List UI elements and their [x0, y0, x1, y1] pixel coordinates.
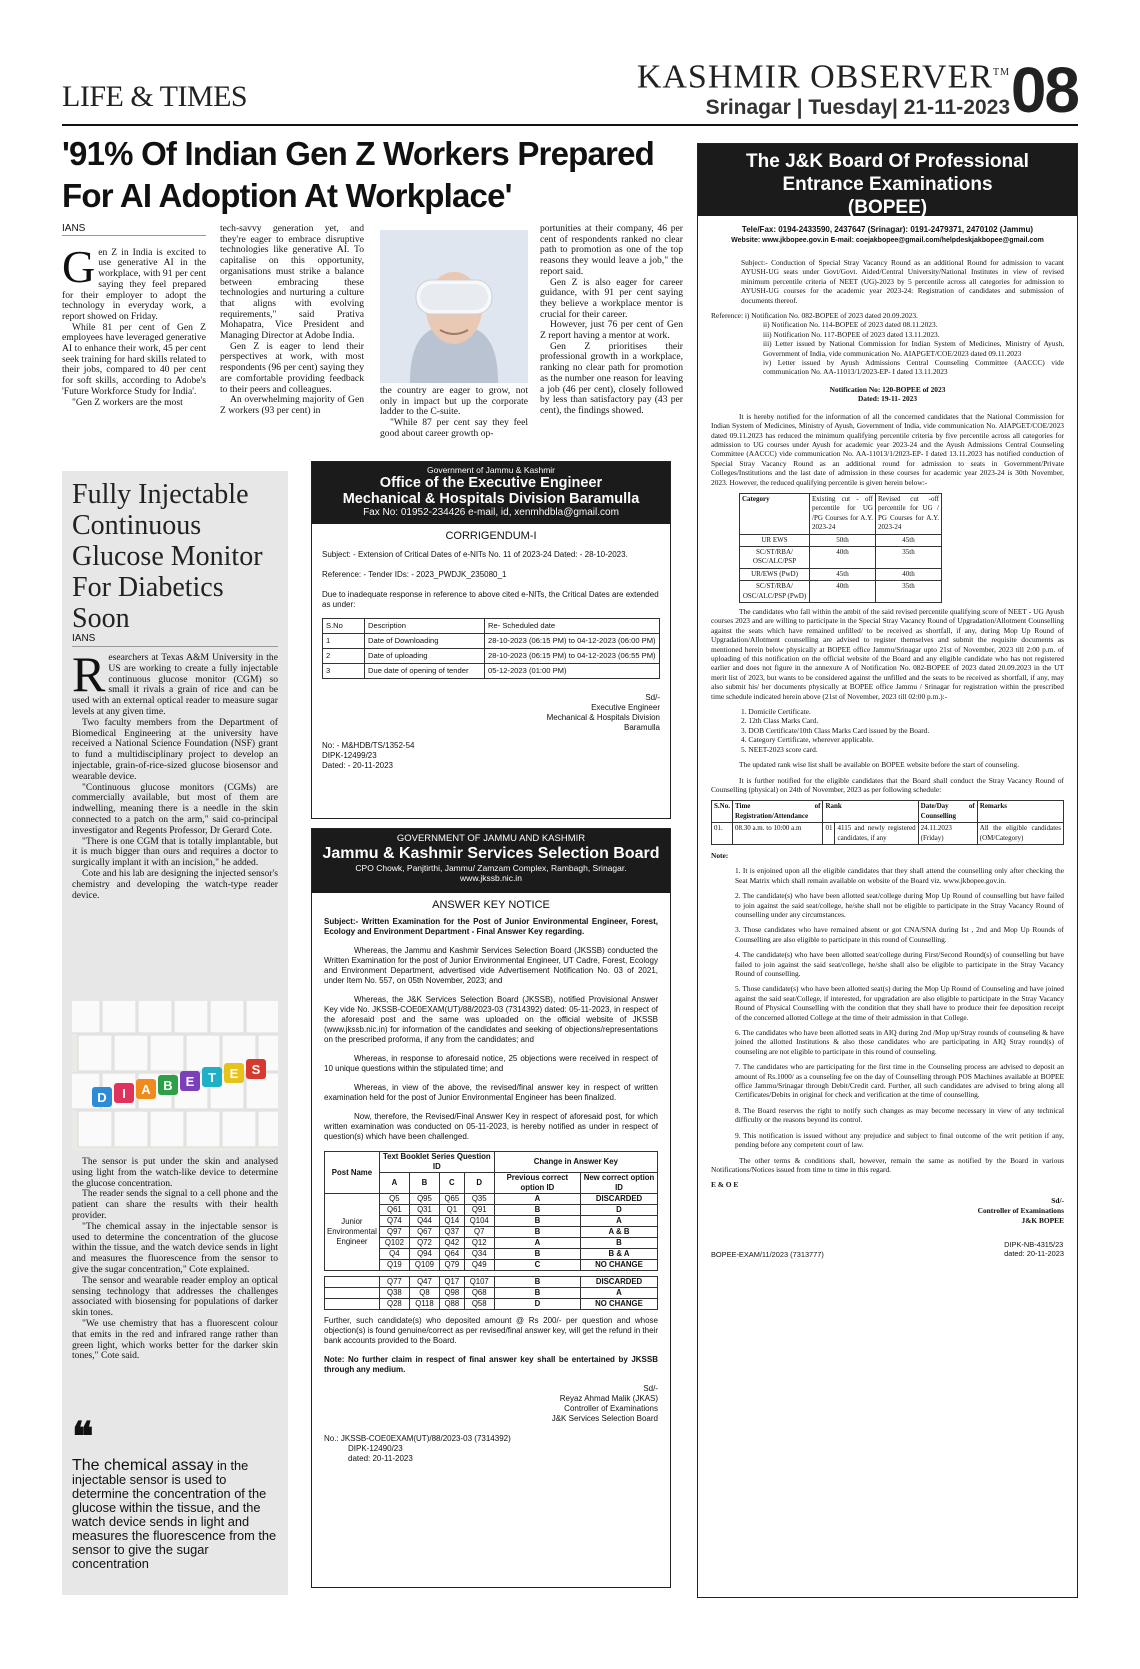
jkssb-further: Further, such candidate(s) who deposited amount @ Rs 200/- per question and whose objection(s) is found genuine/correct as per revised/final answer key, will get the refund in their bank accounts provided to the Board.: [324, 1316, 658, 1345]
answer-key-table: Post Name Text Booklet Series Question ID Change in Answer Key A B C D Previous correct option ID New correct option ID Junior Environmental Engineer Q5 Q95 Q65 Q35 A DISCARDED Q61 Q31 Q1 Q91 B D Q74 Q44 Q14 Q104 B A Q97 Q67 Q37 Q7 B A & B Q102 Q72 Q42 Q12 A B Q4 Q94 Q64 Q34 B B & A Q19 Q109 Q79 Q49 C NO CHANGE Q77 Q47 Q17 Q107 B DISCARDED Q38 Q8 Q98 Q68 B A Q28 Q118 Q88 Q58 D NO CHANGE: [324, 1151, 658, 1310]
table-row: [740, 546, 942, 568]
sidebar-p4: "There is one CGM that is totally implantable, but it is much bigger than ours and requires a doctor to surgically implant it with an incision," he added.: [72, 835, 278, 869]
table-cell: B: [494, 1205, 580, 1216]
table-cell: Q72: [409, 1238, 439, 1249]
pwd-title: CORRIGENDUM-I: [445, 530, 537, 542]
table-cell: SC/ST/RBA/ OSC/ALC/PSP: [740, 546, 810, 568]
list-item: 9. This notification is issued without any prejudice and subject to final outcome of the writ petition if any, pending before any competent court of law.: [735, 1130, 1064, 1150]
table-cell: B: [581, 1238, 658, 1249]
table-cell: B: [494, 1227, 580, 1238]
bopee-title-2: Entrance Examinations: [782, 174, 993, 195]
table-cell: Q77: [379, 1277, 409, 1288]
bopee-note-label: Note:: [711, 850, 729, 860]
bopee-header: [698, 144, 1077, 216]
sidebar-text-bottom: [72, 1157, 278, 1362]
pull-quote-lead: The chemical assay: [72, 1457, 214, 1474]
col2-p3: An overwhelming majority of Gen Z workers (93 per cent) in: [220, 394, 364, 416]
letter-bead: [114, 1083, 134, 1103]
jkssb-para: Now, therefore, the Revised/Final Answer Key in respect of aforesaid post, for which written examination was conducted on 05-11-2023, is hereby notified as under in respect of question(s) which have been challenged.: [324, 1112, 658, 1141]
col4-p1: portunities at their company, 46 per cent of respondents ranked no clear path to promotion as one of the top reasons they would leave a job," the report said.: [540, 223, 683, 277]
jkssb-answer-key-notice: [311, 828, 671, 1588]
table-cell: 40th: [876, 568, 942, 580]
schedule-table: S.No. Time of Registration/Attendance Rank Date/Day of Counselling Remarks 01. 08.30 a.m. to 10:00 a.m 01 4115 and newly registered candidates, if any 24.11.2023 (Friday) All the eligible candidates (OM/Category): [711, 800, 1064, 845]
pull-quote: [72, 1459, 278, 1571]
top-rule: [62, 124, 1078, 126]
letter-bead: [92, 1087, 112, 1107]
table-cell: 50th: [810, 534, 876, 546]
table-cell: Q64: [440, 1249, 465, 1260]
table-cell: Q67: [409, 1227, 439, 1238]
table-row: [740, 534, 942, 546]
table-cell: Q68: [464, 1288, 494, 1299]
pwd-corrigendum-notice: [311, 461, 671, 819]
table-cell: [325, 1277, 380, 1288]
list-item: 6. The candidates who have been allotted seats in AIQ during 2nd /Mop up/Stray rounds of counseling & have joined the allotted Institutions & also those candidates who are participating in AIQ Stray round(s) of counseling are not eligible to participate in this round of counseling.: [735, 1028, 1064, 1056]
pwd-subject: Subject: - Extension of Critical Dates of e-NITs No. 11 of 2023-24 Dated: - 28-10-2023.: [322, 550, 628, 559]
table-cell: NO CHANGE: [581, 1299, 658, 1310]
bopee-documents-list: 1. Domicile Certificate. 2. 12th Class Marks Card. 3. DOB Certificate/10th Class Marks Card issued by the Board. 4. Category Certificate, wherever applicable. 5. NEET-2023 score card.: [741, 707, 930, 754]
list-item: 7. The candidates who are participating for the first time in the Counseling process are advised to deposit an amount of Rs.1000/ as a counseling fee on the day of Counselling through POS Machines available at BOPEE office Jammu/Srinagar through Debit/Credit card. Further, all such candidates are advised to bring along all Certificates/Debits in original for check and verification at the time of counselling.: [735, 1062, 1064, 1100]
jkssb-header: [312, 829, 670, 893]
table-cell: Q34: [464, 1249, 494, 1260]
bopee-body: [698, 258, 1077, 1259]
jkssb-title: ANSWER KEY NOTICE: [432, 899, 550, 911]
publication-name: KASHMIR OBSERVER™: [636, 58, 1010, 96]
bopee-title-3: (BOPEE): [847, 197, 928, 218]
table-cell: Q91: [464, 1205, 494, 1216]
pwd-contact: Fax No: 01952-234426 e-mail, id, xenmhdbla@gmail.com: [363, 507, 619, 518]
bopee-notif-no: Notification No: 120-BOPEE of 2023: [829, 384, 946, 394]
list-item: 3. Those candidates who have remained absent or got CNA/SNA during Ist , 2nd and Mop Up Rounds of Counselling are also eligible to participate in this round of Counselling.: [735, 925, 1064, 944]
svg-text:S: S: [251, 1062, 261, 1077]
pwd-reference: Reference: - Tender IDs: - 2023_PWDJK_235080_1: [322, 570, 507, 579]
bopee-para1: It is hereby notified for the information of all the concerned candidates that the National Commission for Indian System of Medicines, Ministry of Ayush, Government of India, vide communication No. AIAPGET/COE/2023 dated 09.11.2023 has reduced the minimum qualifying percentile criteria by five percentile across all categories for admission to UG courses under Ayush for academic year 2023-24 and the Ayush Admissions Central Counseling Committee (AACCC) vide communication No. AA-11013/1/2023-EP- I dated 13.11.2023 has notified conduction of Special Stray Vacancy Round as an additional round for admission to seats in Government/Private Colleges/Institutions and the last date of admission in these courses for academic year 2023-24 is 30th November, 2023. However, the reduced qualifying percentile is given herein below:-: [711, 411, 1064, 487]
sidebar-p3: "Continuous glucose monitors (CGMs) are commercially available, but most of them are indwelling, meaning there is a needle in the skin connected to a patch on the arm," said co-principal investigator and Regents Professor, Dr Gerard Cote.: [72, 781, 278, 836]
col-new: New correct option ID: [581, 1173, 658, 1194]
table-cell: Q107: [464, 1277, 494, 1288]
table-cell: Q4: [379, 1249, 409, 1260]
bopee-title-1: The J&K Board Of Professional: [746, 151, 1029, 172]
main-byline: IANS: [62, 224, 206, 236]
svg-text:B: B: [163, 1078, 173, 1093]
table-cell: [325, 1288, 380, 1299]
bopee-notification: [697, 143, 1078, 1598]
table-cell: 40th: [810, 546, 876, 568]
sidebar-text-top: Researchers at Texas A&M University in the US are working to create a fully injectable continuous glucose monitor (CGM) so small it rivals a grain of rice and can be used with an external optical reader to measure sugar levels at any given time. Two faculty members from the Department of Biomedical Engineering at the university have received a National Science Foundation (NSF) grant to fund a multidisciplinary project to develop an injectable, grain-of-rice-sized glucose biosensor and wearable device. "Continuous glucose monitors (CGMs) are commercially available, but most of them are indwelling, meaning there is a needle in the skin connected to a patch on the arm," said co-principal investigator and Regents Professor, Dr Gerard Cote. "There is one CGM that is totally implantable, but it is much bigger than ours and requires a doctor to surgically implant it with an incision," he added. Cote and his lab are designing the injected sensor's chemistry and developing the watch-type reader device.: [72, 646, 278, 901]
pwd-header: [312, 462, 670, 524]
bopee-para3: The updated rank wise list shall be available on BOPEE website before the start of counseling.: [739, 760, 1019, 770]
table-cell: DISCARDED: [581, 1194, 658, 1205]
table-header-row: [323, 619, 660, 634]
col-series: Text Booklet Series Question ID: [379, 1152, 494, 1173]
letter-bead: [224, 1063, 244, 1083]
section-label: LIFE & TIMES: [62, 80, 248, 113]
col4-p2: Gen Z is also eager for career guidance, with 91 per cent saying they believe a workplace mentor is crucial for their career.: [540, 276, 683, 320]
bopee-notif-date: Dated: 19-11- 2023: [857, 394, 918, 404]
pwd-gov: Government of Jammu & Kashmir: [426, 465, 555, 475]
table-cell: Q38: [379, 1288, 409, 1299]
table-cell: Q37: [440, 1227, 465, 1238]
col3-p1: the country are eager to grow, not only in impact but up the corporate ladder to the C-suite.: [380, 385, 528, 418]
sidebar-b1: The sensor is put under the skin and analysed using light from the watch-like device to determine the glucose concentration.: [72, 1156, 278, 1189]
bopee-subject: Subject:- Conduction of Special Stray Vacancy Round as an additional Round for admission to vacant AYUSH-UG seats under Govt/Govt. Aided/Central University/National Institutes in view of revised minimum percentile criteria of NEET (UG)-2023 by 5 percentile across all categories for admission to AYUSH-UG courses for the academic year 2023-24: Registration of candidates and submission of documents thereof.: [741, 258, 1064, 305]
table-cell: B: [494, 1249, 580, 1260]
vr-headset-photo: [380, 230, 528, 383]
list-item: 4. The candidate(s) who have been allotted seat/college during First/Second Round(s) of counselling but have failed to join against the said seat/college, he/she shall also be eligible to participate in the Stray Vacancy Round of counselling.: [735, 950, 1064, 978]
table-cell: 45th: [810, 568, 876, 580]
svg-text:E: E: [229, 1066, 239, 1081]
table-cell: Q7: [464, 1227, 494, 1238]
table-cell: 35th: [876, 581, 942, 603]
table-cell: B: [494, 1288, 580, 1299]
table-cell: Q118: [409, 1299, 439, 1310]
table-row: [325, 1288, 658, 1299]
glucose-monitor-sidebar: [62, 471, 288, 1595]
jkssb-note: Note: No further claim in respect of final answer key shall be entertained by JKSSB through any medium.: [324, 1355, 658, 1374]
quote-icon: ❝: [72, 1415, 94, 1459]
col1-p2: While 81 per cent of Gen Z employees have leveraged generative AI to enhance their work, 45 per cent seek training for hard skills related to their jobs, compared to 40 per cent for soft skills, according to Adobe's 'Future Workforce Study for India'.: [62, 321, 206, 397]
col2-p2: Gen Z is eager to lend their perspectives at work, with most respondents (96 per cent) saying they are comfortable providing feedback to their peers and colleagues.: [220, 340, 364, 395]
table-cell: DISCARDED: [581, 1277, 658, 1288]
sidebar-b4: The sensor and wearable reader employ an optical sensing technology that addresses the challenges associated with biosensing for populations of darker skin tones.: [72, 1274, 278, 1319]
table-cell: C: [494, 1260, 580, 1271]
main-article-col4: [540, 224, 683, 417]
col4-p3: However, just 76 per cent of Gen Z report having a mentor at work.: [540, 319, 683, 342]
table-cell: Q49: [464, 1260, 494, 1271]
post-name-cell: Junior Environmental Engineer: [325, 1194, 380, 1271]
table-cell: NO CHANGE: [581, 1260, 658, 1271]
table-cell: A: [581, 1288, 658, 1299]
jkssb-para: Whereas, in response to aforesaid notice, 25 objections were received in respect of 10 unique questions within the stipulated time; and: [324, 1054, 658, 1073]
masthead: [637, 56, 1010, 120]
jkssb-signature: Sd/- Reyaz Ahmad Malik (JKAS) Controller of Examinations J&K Services Selection Board: [551, 1384, 658, 1423]
table-cell: Q12: [464, 1238, 494, 1249]
pwd-footer: No: - M&HDB/TS/1352-54 DIPK-12499/23 Dated: - 20-11-2023: [322, 741, 415, 770]
svg-text:D: D: [97, 1090, 107, 1105]
col4-p4: Gen Z prioritises their professional growth in a workplace, ranking no clear path for promotion as the number one reason for leaving a job (46 per cent), closely followed by less than satisfactory pay (43 per cent), the findings showed.: [540, 340, 683, 416]
svg-text:A: A: [141, 1082, 151, 1097]
table-cell: Q65: [440, 1194, 465, 1205]
table-cell: Q42: [440, 1238, 465, 1249]
letter-bead: [136, 1079, 156, 1099]
table-cell: Q5: [379, 1194, 409, 1205]
trademark: TM: [993, 67, 1010, 78]
table-cell: Q8: [409, 1288, 439, 1299]
jkssb-address: CPO Chowk, Panjtirthi, Jammu/ Zamzam Complex, Rambagh, Srinagar.: [355, 863, 627, 873]
table-cell: Q14: [440, 1216, 465, 1227]
table-row: [325, 1299, 658, 1310]
pwd-body: [312, 550, 670, 771]
pull-quote-rest: in the injectable sensor is used to determine the concentration of the glucose within the tissue, and the watch device sends in light and measures the fluorescence from the sensor to give the sugar concentration: [72, 1458, 277, 1571]
table-row: 01. 08.30 a.m. to 10:00 a.m 01 4115 and newly registered candidates, if any 24.11.2023 (Friday) All the eligible candidates (OM/Category): [712, 823, 1064, 845]
table-cell: Q61: [379, 1205, 409, 1216]
table-cell: D: [494, 1299, 580, 1310]
col-post: Post Name: [325, 1152, 380, 1194]
jkssb-subject: Subject:- Written Examination for the Post of Junior Environmental Engineer, Forest, Ecology and Environment Department - Final Answer Key regarding.: [324, 917, 658, 936]
table-cell: 45th: [876, 534, 942, 546]
table-cell: SC/ST/RBA/ OSC/ALC/PSP (PwD): [740, 581, 810, 603]
bopee-references: Reference: i) Notification No. 082-BOPEE of 2023 dated 20.09.2023. ii) Notification No. 114-BOPEE of 2023 dated 08.11.2023. iii) Notification No. 117-BOPEE of 2023 dated 13.11.2023. iii) Letter issued by National Commission for Indian System of Medicines, Ministry of Ayush, Government of India, vide communication No. AIAPGET/COE/2023 dated 09.11.2023 iv) Letter issued by Ayush Admissions Central Counseling Committee (AACCC) vide communication No. AA-11013/1/2023-EP- I dated 13.11.2023: [711, 311, 1064, 377]
table-cell: B & A: [581, 1249, 658, 1260]
pwd-signature: Sd/- Executive Engineer Mechanical & Hospitals Division Baramulla: [546, 693, 660, 732]
jkssb-para: Whereas, the Jammu and Kashmir Services Selection Board (JKSSB) conducted the Written Examination for the post of Junior Environmental Engineer, UT Cadre, Forest, Ecology and Environment Department, advertised vide Advertisement Notification No. 03 of 2021, under Item No. 557, on 05th November, 2023; and: [324, 946, 658, 985]
col1-p1: en Z in India is excited to use generative AI in the workplace, with 91 per cent saying they feel prepared for their employer to adopt the technology in everyday work, a report showed on Friday.: [62, 246, 206, 322]
diabetes-sugar-cubes-photo: [72, 1001, 278, 1151]
svg-text:T: T: [208, 1070, 216, 1085]
list-item: 5. Those candidate(s) who have been allotted seat(s) during the Mop Up Round of Counseling and have joined against the said seat/College, if interested, for upgradation are also eligible to participate in the Stray Vacancy Round of Physical Counselling with the condition that they shall have to produce their fee deposition receipt of the concerned allotted College at the time of their admission in that College.: [735, 984, 1064, 1022]
table-row: 1 Date of Downloading 28-10-2023 (06:15 PM) to 04-12-2023 (06:00 PM): [323, 634, 660, 649]
page-number: 08: [1010, 54, 1078, 126]
letter-bead: [246, 1059, 266, 1079]
letter-bead: [158, 1075, 178, 1095]
table-row: [740, 581, 942, 603]
jkssb-footer: No.: JKSSB-COE0EXAM(UT)/88/2023-03 (7314392) DIPK-12490/23 dated: 20-11-2023: [324, 1434, 511, 1463]
col2-p1: tech-savvy generation yet, and they're eager to embrace disruptive technologies like generative AI. To capitalise on this opportunity, organisations must strike a balance between embracing these technologies and nurturing a culture that aligns with evolving requirements," said Prativa Mohapatra, Vice President and Managing Director at Adobe India.: [220, 223, 364, 342]
table-cell: A: [581, 1216, 658, 1227]
table-cell: A: [494, 1194, 580, 1205]
table-cell: Q74: [379, 1216, 409, 1227]
list-item: 2. The candidate(s) who have been allotted seat/college during Mop Up Round of counselling but have failed to join against the said seat/college, he/she shall not be eligible to participate in the Stray Vacancy Round of counselling under any circumstances.: [735, 891, 1064, 919]
pwd-para: Due to inadequate response in reference to above cited e-NITs, the Critical Dates are extended as under:: [322, 590, 659, 609]
table-cell: Q58: [464, 1299, 494, 1310]
table-row: [740, 568, 942, 580]
table-cell: D: [581, 1205, 658, 1216]
table-cell: Q19: [379, 1260, 409, 1271]
table-cell: A & B: [581, 1227, 658, 1238]
table-cell: 35th: [876, 546, 942, 568]
sidebar-b2: The reader sends the signal to a cell phone and the patient can share the results with their health provider.: [72, 1188, 278, 1221]
table-cell: UR EWS: [740, 534, 810, 546]
table-header: S.No: [323, 619, 365, 634]
jkssb-gov: GOVERNMENT OF JAMMU AND KASHMIR: [396, 833, 586, 844]
table-row: 2 Date of uploading 28-10-2023 (06:15 PM) to 04-12-2023 (06:55 PM): [323, 649, 660, 664]
bopee-para5: The other terms & conditions shall, however, remain the same as notified by the Board in various Notifications/Notices issued from time to time in this regard.: [711, 1155, 1064, 1174]
table-cell: Q97: [379, 1227, 409, 1238]
table-cell: A: [494, 1238, 580, 1249]
jkssb-body: [312, 917, 670, 1464]
table-cell: B: [494, 1277, 580, 1288]
bopee-signature: Sd/- Controller of Examinations J&K BOPEE: [977, 1195, 1064, 1225]
sidebar-p5: Cote and his lab are designing the injected sensor's chemistry and developing the watch-type reader device.: [72, 867, 278, 901]
dateline: Srinagar | Tuesday| 21-11-2023: [705, 96, 1010, 120]
main-headline: '91% Of Indian Gen Z Workers Prepared For AI Adoption At Workplace': [62, 135, 654, 214]
table-row: [325, 1194, 658, 1205]
table-header: Description: [365, 619, 485, 634]
table-cell: Q28: [379, 1299, 409, 1310]
svg-text:E: E: [185, 1074, 195, 1089]
bopee-footer: BOPEE-EXAM/11/2023 (7313777) DIPK-NB-4315/23 dated: 20-11-2023: [711, 1239, 1064, 1259]
table-cell: 40th: [810, 581, 876, 603]
dropcap: G: [62, 240, 96, 292]
col-prev: Previous correct option ID: [494, 1173, 580, 1194]
letter-bead: [202, 1067, 222, 1087]
table-cell: Q98: [440, 1288, 465, 1299]
bopee-notes: [711, 866, 1064, 1149]
percentile-table: Category Existing cut - off percentile for UG /PG Courses for A.Y. 2023-24 Revised cut -off percentile for UG / PG Courses for A.Y. 2023-24 UR EWS 50th 45th SC/ST/RBA/ OSC/ALC/PSP 40th 35th UR/EWS (PwD) 45th 40th SC/ST/RBA/ OSC/ALC/PSP (PwD) 40th 35th: [739, 493, 942, 603]
sidebar-b5: "We use chemistry that has a fluorescent colour that emits in the red and infrared range rather than green light, which works better for the darker skin tones," Cote said.: [72, 1317, 278, 1362]
list-item: 8. The Board reserves the right to notify such changes as may become necessary in view of any technical difficulty or the reasons beyond its control.: [735, 1105, 1064, 1125]
sidebar-b3: "The chemical assay in the injectable sensor is used to determine the concentration of the glucose within the tissue, and the watch device sends in light and measures the fluorescence from the sensor to give the sugar concentration," Cote explained.: [72, 1220, 278, 1275]
table-cell: Q95: [409, 1194, 439, 1205]
table-header: Re- Scheduled date: [485, 619, 660, 634]
table-cell: Q44: [409, 1216, 439, 1227]
table-cell: [325, 1299, 380, 1310]
bopee-eoe: E & O E: [711, 1180, 739, 1190]
pwd-office-1: Office of the Executive Engineer: [379, 475, 603, 491]
pwd-office-2: Mechanical & Hospitals Division Baramulla: [342, 491, 640, 507]
main-article-col2: [220, 224, 364, 417]
pwd-dates-table: [322, 618, 660, 679]
table-row: 3 Due date of opening of tender 05-12-2023 (01:00 PM): [323, 664, 660, 679]
svg-text:I: I: [122, 1086, 126, 1101]
table-cell: Q17: [440, 1277, 465, 1288]
col-change: Change in Answer Key: [494, 1152, 657, 1173]
bopee-contact: Tele/Fax: 0194-2433590, 2437647 (Srinagar): 0191-2479371, 2470102 (Jammu) Website: www.jkbopee.gov.in E-mail: coejakbopee@gmail.com/helpdeskjakbopee@gmail.com: [731, 225, 1044, 244]
col1-p3: "Gen Z workers are the most: [72, 396, 183, 408]
sidebar-title: Fully Injectable Continuous Glucose Monitor For Diabetics Soon: [72, 479, 263, 634]
table-cell: Q102: [379, 1238, 409, 1249]
table-row: [325, 1277, 658, 1288]
table-cell: Q109: [409, 1260, 439, 1271]
table-cell: Q47: [409, 1277, 439, 1288]
jkssb-board: Jammu & Kashmir Services Selection Board: [322, 845, 660, 862]
list-item: 1. It is enjoined upon all the eligible candidates that they shall attend the counselling only after checking the Seat Matrix which shall remain available on website of the Board viz. www.jkbopee.gov.in.: [735, 866, 1064, 885]
table-cell: Q88: [440, 1299, 465, 1310]
table-cell: Q94: [409, 1249, 439, 1260]
jkssb-website: www.jkssb.nic.in: [460, 873, 522, 883]
letter-bead: [180, 1071, 200, 1091]
table-cell: Q79: [440, 1260, 465, 1271]
bopee-para2: The candidates who fall within the ambit of the said revised percentile qualifying score of NEET - UG Ayush courses 2023 and are willing to participate in the Special Stray Vacancy Round of Upgradation/Allotment Counselling against the seats which have remained unfilled/ to be received as shortfall, if any, during Mop Up Round of Upgradation/Allotment counselling are advised to register themselves and submit the requisite documents as mentioned herein below physically at BOPEE office Jammu/Srinagar upto 21st of November, 2023 till 2:00 p.m. of uploading of this notification on the official website of the Board and any eligible candidate who has not registered earlier and does not figure in the annexure A of Notification No. 082-BOPEE of 2023 dated 20.09.2023 in the UT merit list of 2023, but wants to be considered against the unfilled and the seats to be received as shortfall, if any, may also submit his/ her documents physically at BOPEE office Jammu / Srinagar for registration within the prescribed time schedule indicated herein above (21st of November, 2023 till 02:00 p.m.):-: [711, 607, 1064, 701]
table-cell: Q35: [464, 1194, 494, 1205]
jkssb-para: Whereas, in view of the above, the revised/final answer key in respect of written examination held for the post of Junior Environmental Engineer has been finalized.: [324, 1083, 658, 1102]
table-cell: Q104: [464, 1216, 494, 1227]
table-cell: UR/EWS (PwD): [740, 568, 810, 580]
sidebar-p2: Two faculty members from the Department of Biomedical Engineering at the university have received a National Science Foundation (NSF) grant to fund a multidisciplinary project to develop an injectable, grain-of-rice-sized glucose biosensor and wearable device.: [72, 716, 278, 782]
main-article-col3: [380, 386, 528, 440]
col3-p2: "While 87 per cent say they feel good about career growth op-: [380, 417, 528, 439]
bopee-para4: It is further notified for the eligible candidates that the Board shall conduct the Stray Vacancy Round of Counselling (physical) on 24th of November, 2023 as per following schedule:: [711, 775, 1064, 794]
jkssb-para: Whereas, the J&K Services Selection Board (JKSSB), notified Provisional Answer Key vide No. JKSSB-COE0EXAM(UT)/88/2023-03 (7314392) dated: 05-11-2023, in respect of the aforesaid post and the same was uploaded on the official website of JKSSB (www.jkssb.nic.in) for information of the candidates and seeking of objections/representations on the prescribed proforma, if any from the candidates; and: [324, 995, 658, 1044]
table-cell: Q31: [409, 1205, 439, 1216]
main-article-col1: [62, 224, 206, 408]
table-cell: B: [494, 1216, 580, 1227]
sidebar-byline: IANS: [72, 633, 278, 647]
table-cell: Q1: [440, 1205, 465, 1216]
